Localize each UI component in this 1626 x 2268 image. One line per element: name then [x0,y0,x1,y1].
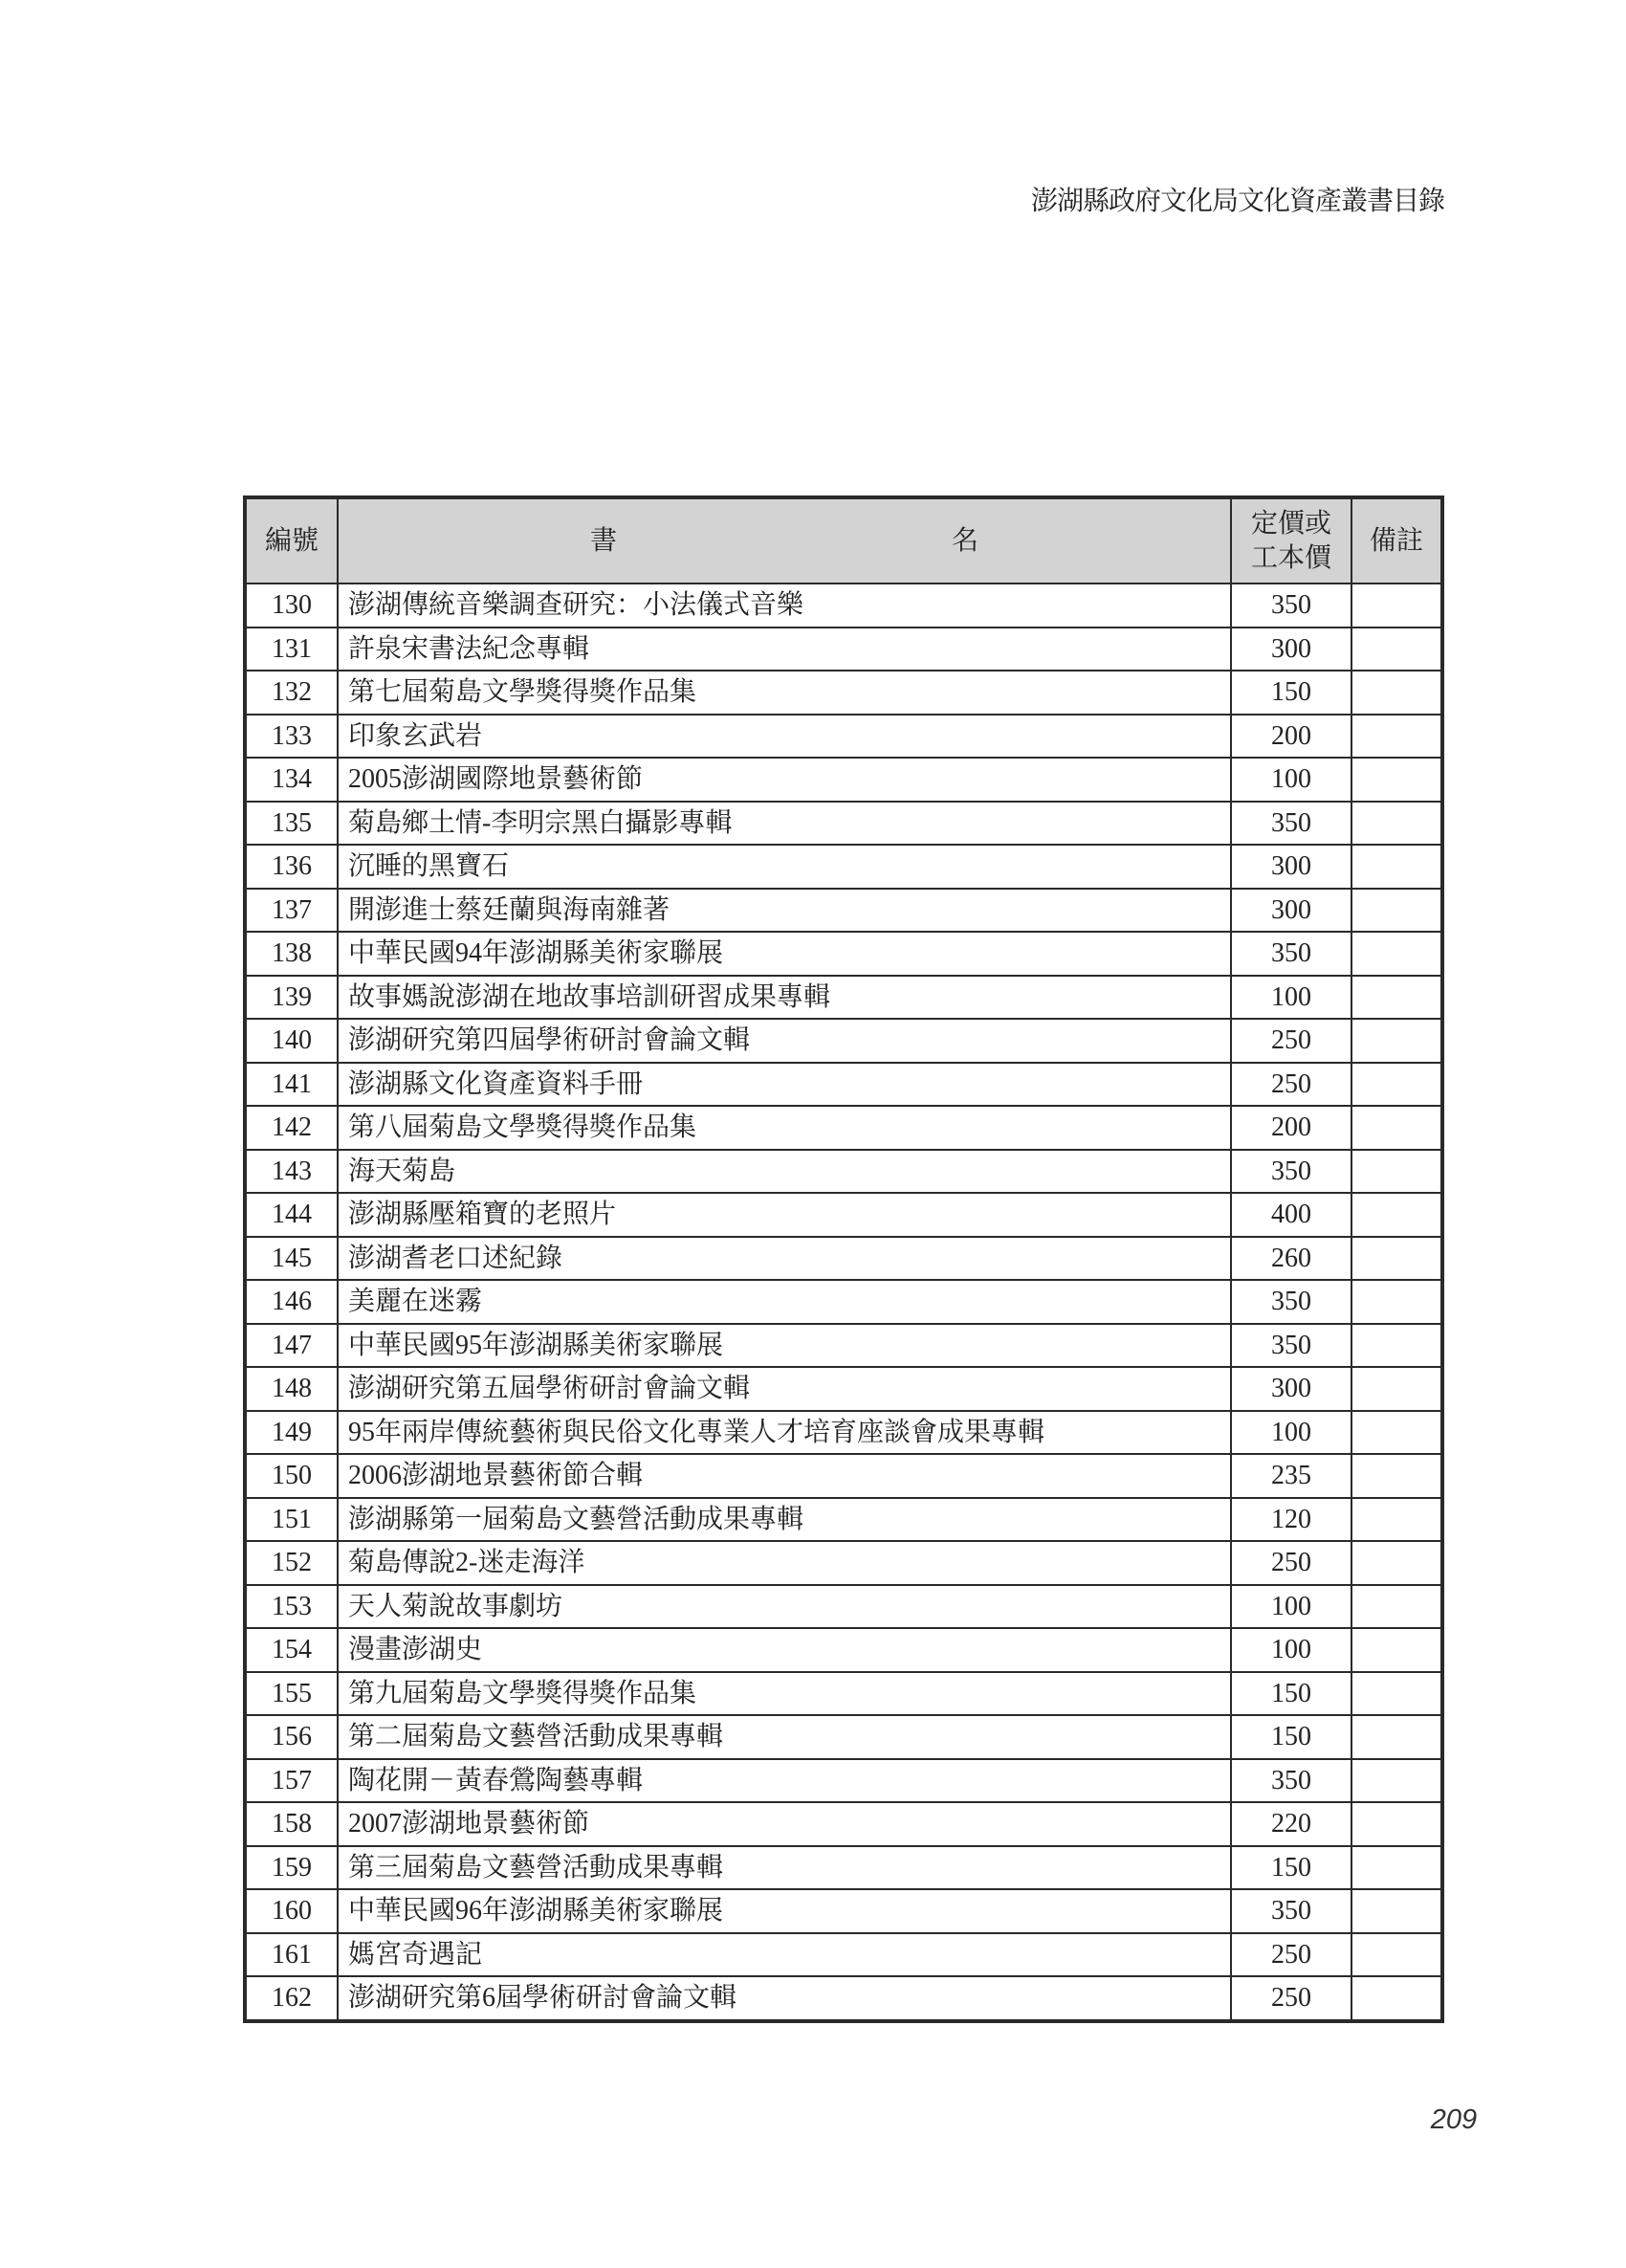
column-header-remark: 備註 [1351,497,1442,584]
row-price: 350 [1231,932,1351,976]
row-remark [1351,1237,1442,1281]
table-row [245,1150,1442,1194]
row-number: 136 [245,845,338,889]
row-price: 250 [1231,1063,1351,1107]
row-title: 菊島傳說2-迷走海洋 [338,1541,1231,1585]
row-remark [1351,1672,1442,1716]
table-row [245,1498,1442,1542]
row-number: 142 [245,1106,338,1150]
row-number: 160 [245,1889,338,1933]
row-number: 134 [245,758,338,802]
row-remark [1351,758,1442,802]
row-remark [1351,1063,1442,1107]
row-remark [1351,1846,1442,1890]
row-remark [1351,1541,1442,1585]
table-row [245,1193,1442,1237]
row-title: 陶花開－黃春鶯陶藝專輯 [338,1759,1231,1803]
row-title: 2005澎湖國際地景藝術節 [338,758,1231,802]
row-number: 133 [245,715,338,759]
row-remark [1351,1150,1442,1194]
row-number: 155 [245,1672,338,1716]
row-remark [1351,1019,1442,1063]
row-remark [1351,1454,1442,1498]
row-title: 第八屆菊島文學獎得獎作品集 [338,1106,1231,1150]
row-remark [1351,802,1442,846]
row-number: 152 [245,1541,338,1585]
row-remark [1351,932,1442,976]
column-header-title [338,497,1231,584]
table-row [245,584,1442,628]
book-catalog-table [243,495,1444,2023]
row-title: 海天菊島 [338,1150,1231,1194]
table-row [245,1759,1442,1803]
row-price: 250 [1231,1541,1351,1585]
table-row [245,1106,1442,1150]
row-number: 137 [245,889,338,933]
row-remark [1351,1802,1442,1846]
table-row [245,1280,1442,1324]
table-row [245,845,1442,889]
row-price: 200 [1231,715,1351,759]
row-remark [1351,1411,1442,1455]
row-title: 澎湖研究第四屆學術研討會論文輯 [338,1019,1231,1063]
row-number: 157 [245,1759,338,1803]
row-number: 145 [245,1237,338,1281]
table-row [245,671,1442,715]
table-row [245,1976,1442,2021]
row-remark [1351,976,1442,1020]
row-title: 沉睡的黑寶石 [338,845,1231,889]
row-remark [1351,1193,1442,1237]
row-price: 100 [1231,758,1351,802]
row-remark [1351,1498,1442,1542]
row-price: 350 [1231,802,1351,846]
row-title: 澎湖傳統音樂調查研究：小法儀式音樂 [338,584,1231,628]
row-remark [1351,1628,1442,1672]
table-row [245,1237,1442,1281]
row-title: 澎湖縣第一屆菊島文藝營活動成果專輯 [338,1498,1231,1542]
row-price: 120 [1231,1498,1351,1542]
table-row [245,1063,1442,1107]
row-remark [1351,584,1442,628]
table-row [245,1019,1442,1063]
row-title: 澎湖研究第五屆學術研討會論文輯 [338,1367,1231,1411]
table-row [245,1715,1442,1759]
row-title: 2007澎湖地景藝術節 [338,1802,1231,1846]
row-number: 140 [245,1019,338,1063]
row-number: 144 [245,1193,338,1237]
row-number: 158 [245,1802,338,1846]
column-header-title-part1: 書 [589,525,617,556]
row-price: 300 [1231,889,1351,933]
row-title: 第二屆菊島文藝營活動成果專輯 [338,1715,1231,1759]
table-row [245,1889,1442,1933]
row-price: 350 [1231,1889,1351,1933]
table-row [245,628,1442,672]
row-remark [1351,845,1442,889]
table-row [245,889,1442,933]
row-remark [1351,1976,1442,2021]
row-title: 漫畫澎湖史 [338,1628,1231,1672]
column-header-price-line1: 定價或 [1250,508,1331,539]
page-number: 209 [1430,2104,1478,2135]
row-price: 150 [1231,1846,1351,1890]
row-number: 159 [245,1846,338,1890]
table-row [245,1367,1442,1411]
row-title: 95年兩岸傳統藝術與民俗文化專業人才培育座談會成果專輯 [338,1411,1231,1455]
row-price: 100 [1231,1411,1351,1455]
row-number: 151 [245,1498,338,1542]
table-row [245,1933,1442,1977]
running-title: 澎湖縣政府文化局文化資產叢書目錄 [1030,185,1444,216]
row-remark [1351,628,1442,672]
row-price: 250 [1231,1019,1351,1063]
row-remark [1351,1933,1442,1977]
row-price: 350 [1231,1150,1351,1194]
table-row [245,1628,1442,1672]
table-row [245,1541,1442,1585]
table-row [245,1846,1442,1890]
row-title: 媽宮奇遇記 [338,1933,1231,1977]
table-row [245,1324,1442,1368]
table-row [245,802,1442,846]
row-remark [1351,671,1442,715]
table-row [245,1672,1442,1716]
row-title: 澎湖縣文化資產資料手冊 [338,1063,1231,1107]
row-number: 161 [245,1933,338,1977]
row-number: 138 [245,932,338,976]
row-title: 2006澎湖地景藝術節合輯 [338,1454,1231,1498]
table-row [245,976,1442,1020]
row-remark [1351,1585,1442,1629]
column-header-number: 編號 [245,497,338,584]
row-price: 235 [1231,1454,1351,1498]
row-price: 400 [1231,1193,1351,1237]
row-title: 印象玄武岩 [338,715,1231,759]
row-remark [1351,1889,1442,1933]
row-title: 故事媽說澎湖在地故事培訓研習成果專輯 [338,976,1231,1020]
row-price: 150 [1231,671,1351,715]
row-title: 中華民國96年澎湖縣美術家聯展 [338,1889,1231,1933]
row-title: 美麗在迷霧 [338,1280,1231,1324]
row-price: 100 [1231,976,1351,1020]
row-price: 350 [1231,1759,1351,1803]
row-price: 150 [1231,1672,1351,1716]
row-title: 澎湖研究第6屆學術研討會論文輯 [338,1976,1231,2021]
row-price: 250 [1231,1976,1351,2021]
row-title: 第三屆菊島文藝營活動成果專輯 [338,1846,1231,1890]
row-remark [1351,889,1442,933]
row-price: 220 [1231,1802,1351,1846]
row-price: 350 [1231,1324,1351,1368]
row-number: 130 [245,584,338,628]
row-title: 中華民國95年澎湖縣美術家聯展 [338,1324,1231,1368]
row-price: 200 [1231,1106,1351,1150]
row-title: 澎湖耆老口述紀錄 [338,1237,1231,1281]
row-price: 300 [1231,845,1351,889]
table-row [245,715,1442,759]
row-number: 153 [245,1585,338,1629]
row-price: 260 [1231,1237,1351,1281]
row-remark [1351,1324,1442,1368]
row-price: 300 [1231,1367,1351,1411]
row-price: 350 [1231,584,1351,628]
table-row [245,1454,1442,1498]
row-title: 菊島鄉土情-李明宗黑白攝影專輯 [338,802,1231,846]
row-number: 154 [245,1628,338,1672]
row-title: 第九屆菊島文學獎得獎作品集 [338,1672,1231,1716]
row-remark [1351,1759,1442,1803]
row-number: 150 [245,1454,338,1498]
row-title: 許泉宋書法紀念專輯 [338,628,1231,672]
column-header-price-line2: 工本價 [1250,542,1331,573]
row-remark [1351,1106,1442,1150]
table-row [245,758,1442,802]
row-number: 149 [245,1411,338,1455]
row-number: 146 [245,1280,338,1324]
column-header-title-part2: 名 [952,525,979,556]
row-number: 148 [245,1367,338,1411]
row-title: 第七屆菊島文學獎得獎作品集 [338,671,1231,715]
row-number: 139 [245,976,338,1020]
row-title: 天人菊說故事劇坊 [338,1585,1231,1629]
row-price: 300 [1231,628,1351,672]
row-price: 100 [1231,1585,1351,1629]
row-remark [1351,1367,1442,1411]
table-row [245,1802,1442,1846]
table-row [245,1411,1442,1455]
row-price: 250 [1231,1933,1351,1977]
row-title: 開澎進士蔡廷蘭與海南雜著 [338,889,1231,933]
row-remark [1351,1280,1442,1324]
row-number: 132 [245,671,338,715]
row-number: 156 [245,1715,338,1759]
row-remark [1351,715,1442,759]
row-number: 131 [245,628,338,672]
row-number: 162 [245,1976,338,2021]
row-number: 141 [245,1063,338,1107]
row-title: 中華民國94年澎湖縣美術家聯展 [338,932,1231,976]
row-number: 135 [245,802,338,846]
row-number: 147 [245,1324,338,1368]
table-row [245,932,1442,976]
row-remark [1351,1715,1442,1759]
table-row [245,1585,1442,1629]
row-price: 100 [1231,1628,1351,1672]
row-title: 澎湖縣壓箱寶的老照片 [338,1193,1231,1237]
row-price: 350 [1231,1280,1351,1324]
column-header-price [1231,497,1351,584]
row-price: 150 [1231,1715,1351,1759]
table-header-row [245,497,1442,584]
row-number: 143 [245,1150,338,1194]
